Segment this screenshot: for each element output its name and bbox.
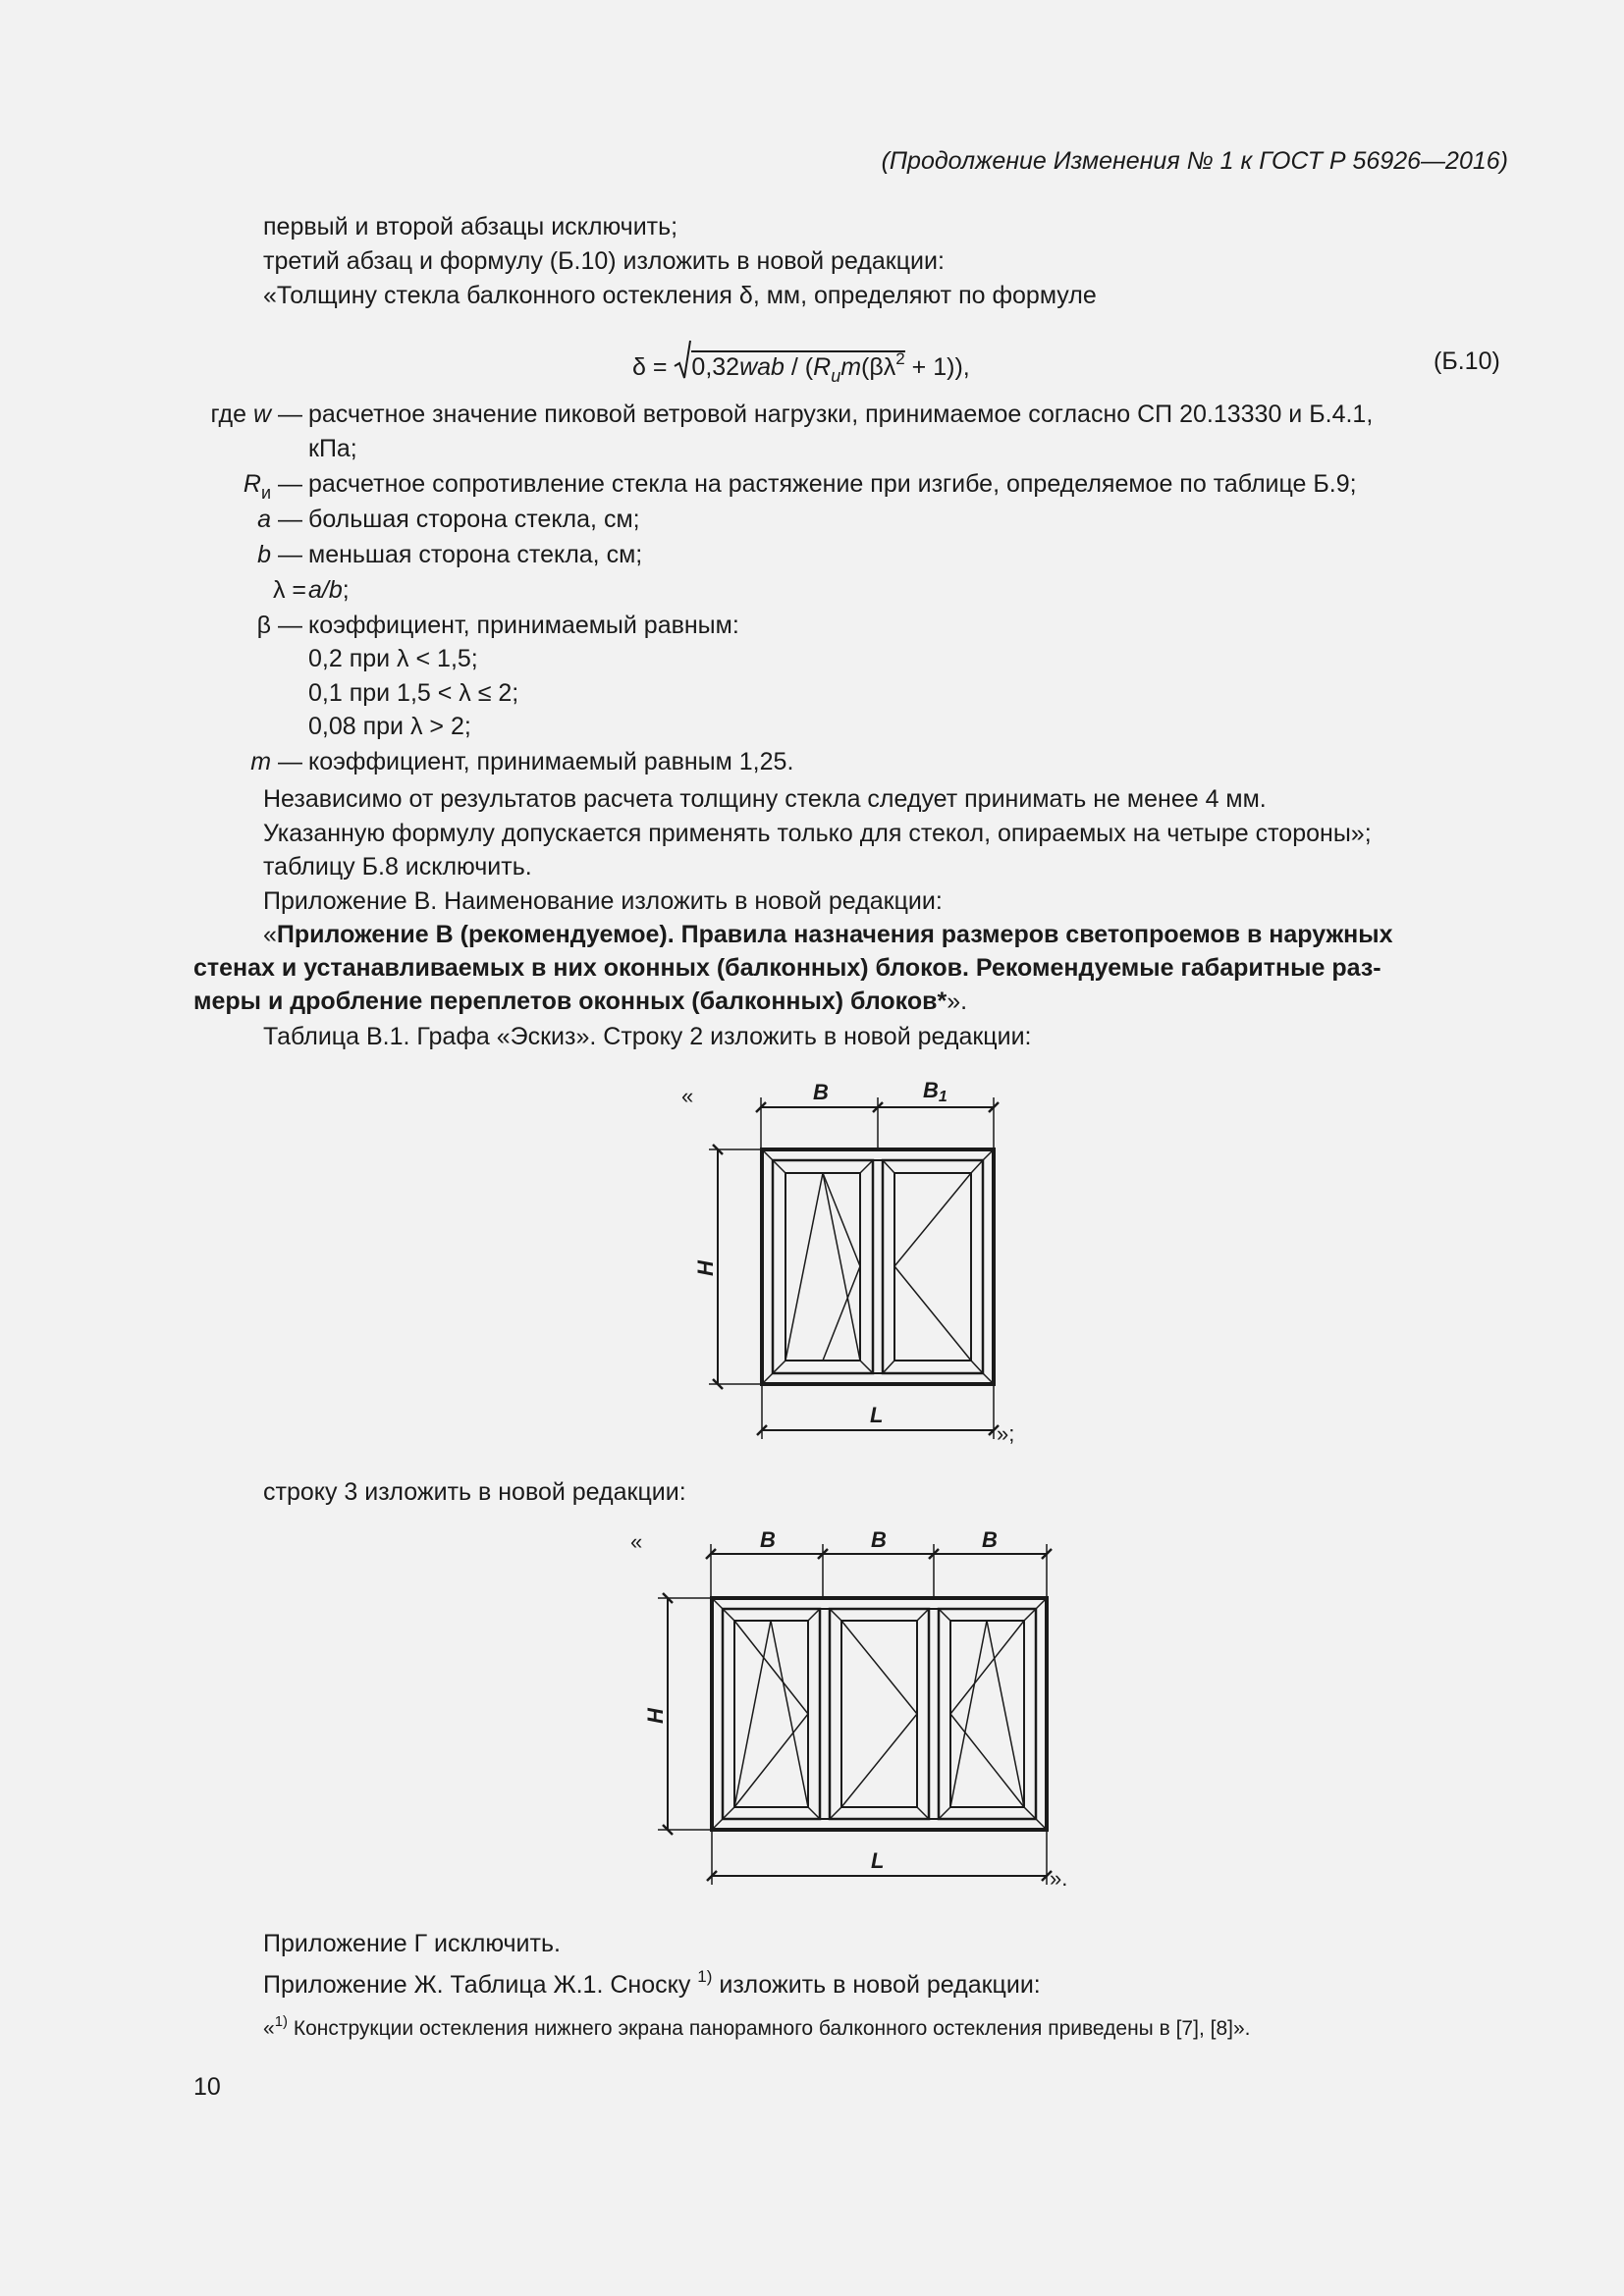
def-lambda-ratio: a/b <box>308 576 343 604</box>
def-r-dash: — <box>271 470 302 498</box>
fig1-label-b1 <box>923 1078 947 1105</box>
formula <box>632 343 970 393</box>
fig2-label-b-3: B <box>982 1527 998 1552</box>
fig2-label-b-1: B <box>760 1527 776 1552</box>
sqrt-sign-icon <box>674 337 691 380</box>
bold-open-quote: « <box>263 921 277 948</box>
def-lambda-sym: λ <box>272 576 286 604</box>
sash-3-miter-4 <box>1024 1807 1036 1819</box>
def-a-dash: — <box>271 506 302 533</box>
paragraph-11-start: Приложение Ж. Таблица Ж.1. Сноску <box>263 1971 698 1999</box>
bold-line-3 <box>193 985 967 1018</box>
def-m-sym: m <box>250 748 272 775</box>
sash-1-miter-3 <box>723 1807 734 1819</box>
def-beta-case-2: 0,1 при 1,5 < λ ≤ 2; <box>308 679 519 707</box>
running-header: (Продолжение Изменения № 1 к ГОСТ Р 56926—2016) <box>881 147 1508 175</box>
def-a-symbol <box>128 503 302 536</box>
right-sash-miter-1 <box>883 1160 894 1173</box>
paragraph-10: Приложение Г исключить. <box>263 1930 561 1957</box>
def-r-text: расчетное сопротивление стекла на растяжение при изгибе, определяемое по таблице Б.9; <box>308 470 1357 498</box>
sash-1-inner <box>734 1621 808 1807</box>
def-w-text2: кПа; <box>308 435 357 462</box>
def-lambda-semi: ; <box>342 576 350 604</box>
def-m-dash: — <box>271 748 302 775</box>
def-a-sym: a <box>257 506 272 533</box>
figure-window-2-sash <box>668 1070 1060 1463</box>
def-w-prefix: где <box>210 400 253 428</box>
paragraph-11 <box>263 1960 1041 2002</box>
def-beta-dash: — <box>271 612 302 639</box>
left-sash-outer <box>773 1160 873 1373</box>
sash-2-miter-4 <box>917 1807 929 1819</box>
right-sash-miter-3 <box>883 1361 894 1373</box>
fig1-label-h: H <box>693 1260 718 1276</box>
fig2-label-l: L <box>871 1848 885 1873</box>
page-number: 10 <box>193 2073 221 2101</box>
sash-1-miter-4 <box>808 1807 820 1819</box>
left-sash-miter-1 <box>773 1160 785 1173</box>
sash-3-inner <box>950 1621 1024 1807</box>
fig2-close-quote: ». <box>1050 1866 1068 1891</box>
sash-3-tilt-lines <box>950 1621 1024 1807</box>
fig1-close-quote: »; <box>997 1421 1015 1446</box>
formula-r: R <box>813 353 832 381</box>
def-beta-case-3: 0,08 при λ > 2; <box>308 713 471 740</box>
fig1-open-quote: « <box>681 1084 694 1108</box>
def-w-symbol <box>128 398 302 431</box>
paragraph-7: Приложение В. Наименование изложить в новой редакции: <box>263 887 943 915</box>
sqrt-symbol <box>674 343 691 376</box>
footnote-marker: 1) <box>274 2013 289 2030</box>
def-beta-case-1: 0,2 при λ < 1,5; <box>308 645 478 672</box>
def-m-symbol <box>128 745 302 778</box>
formula-tail: + 1)), <box>904 353 970 381</box>
mullion-1 <box>820 1609 830 1819</box>
sash-3-miter-2 <box>1024 1609 1036 1621</box>
def-a-text: большая сторона стекла, см; <box>308 506 640 533</box>
sash-3-miter-3 <box>939 1807 950 1819</box>
sash-3-turn-lines <box>950 1621 1024 1807</box>
def-r-sym: R <box>243 470 261 498</box>
def-r-sub: и <box>260 483 272 503</box>
paragraph-3: «Толщину стекла балконного остекления δ, мм, определяют по формуле <box>263 282 1097 309</box>
paragraph-5: Указанную формулу допускается применять только для стекол, опираемых на четыре стороны»; <box>263 820 1372 847</box>
fig1-label-b1-sub: 1 <box>938 1089 947 1105</box>
fig2-label-h: H <box>643 1708 668 1724</box>
fig2-open-quote: « <box>630 1529 643 1554</box>
sash-2-inner <box>841 1621 917 1807</box>
fig2-label-b-2: B <box>871 1527 887 1552</box>
paragraph-2: третий абзац и формулу (Б.10) изложить в новой редакции: <box>263 247 945 275</box>
sash-3-miter-1 <box>939 1609 950 1621</box>
sash-2-outer <box>830 1609 929 1819</box>
left-sash-miter-2 <box>860 1160 873 1173</box>
def-beta-sym: β <box>256 612 272 639</box>
sash-2-miter-2 <box>917 1609 929 1621</box>
footnote-text <box>263 2005 1250 2046</box>
def-b-text: меньшая сторона стекла, см; <box>308 541 643 568</box>
frame-outer <box>762 1149 994 1384</box>
sash-1-turn-lines <box>734 1621 808 1807</box>
sash-1-outer <box>723 1609 820 1819</box>
right-sash-turn-lines <box>894 1173 971 1361</box>
figure-window-3-sash <box>619 1522 1080 1895</box>
fig1-label-b: B <box>813 1080 829 1104</box>
formula-div: / ( <box>784 353 814 381</box>
def-b-dash: — <box>271 541 302 568</box>
def-beta-text: коэффициент, принимаемый равным: <box>308 612 739 639</box>
paragraph-11-footnote-ref: 1) <box>697 1967 713 1986</box>
fig1-label-b1-main: B <box>923 1078 939 1102</box>
sash-2-miter-3 <box>830 1807 841 1819</box>
sash-1-tilt-lines <box>734 1621 808 1807</box>
def-lambda-text <box>308 573 350 607</box>
paragraph-1: первый и второй абзацы исключить; <box>263 213 678 240</box>
left-sash-tilt-lines <box>785 1173 860 1361</box>
mullion <box>873 1160 883 1373</box>
bold-text-3: меры и дробление переплетов оконных (балконных) блоков* <box>193 988 947 1015</box>
def-lambda-symbol <box>128 573 306 607</box>
left-sash-miter-3 <box>773 1361 785 1373</box>
sash-2-turn-lines <box>841 1621 917 1807</box>
formula-coef: 0,32 <box>691 353 740 381</box>
fig1-label-l: L <box>870 1403 884 1427</box>
paragraph-8: Таблица В.1. Графа «Эскиз». Строку 2 изложить в новой редакции: <box>263 1023 1032 1050</box>
def-m-text: коэффициент, принимаемый равным 1,25. <box>308 748 794 775</box>
formula-radicand <box>691 349 905 386</box>
sash-1-miter-2 <box>808 1609 820 1621</box>
paragraph-11-end: изложить в новой редакции: <box>712 1971 1041 1999</box>
def-w-text: расчетное значение пиковой ветровой нагрузки, принимаемое согласно СП 20.13330 и Б.4.1, <box>308 400 1374 428</box>
bold-line-2: стенах и устанавливаемых в них оконных (балконных) блоков. Рекомендуемые габаритные раз- <box>193 954 1381 982</box>
right-sash-inner <box>894 1173 971 1361</box>
frame-inner <box>723 1609 1036 1819</box>
paragraph-6: таблицу Б.8 исключить. <box>263 853 532 881</box>
sash-3-outer <box>939 1609 1036 1819</box>
bold-line-1 <box>263 918 1393 951</box>
formula-wab: wab <box>739 353 785 381</box>
formula-m: m <box>840 353 862 381</box>
right-sash-miter-2 <box>971 1160 983 1173</box>
formula-r-sub: и <box>831 366 841 386</box>
paragraph-9: строку 3 изложить в новой редакции: <box>263 1478 686 1506</box>
formula-beta-lambda: (βλ <box>861 353 896 381</box>
right-sash-outer <box>883 1160 983 1373</box>
def-beta-symbol <box>128 609 302 642</box>
left-sash-inner <box>785 1173 860 1361</box>
footnote-open-quote: « <box>263 2017 275 2040</box>
frame-outer <box>712 1598 1047 1830</box>
def-b-symbol <box>128 538 302 571</box>
bold-close-quote: ». <box>947 988 968 1015</box>
formula-exponent: 2 <box>895 349 905 368</box>
def-b-sym: b <box>257 541 272 568</box>
left-sash-miter-4 <box>860 1361 873 1373</box>
bold-text-1: Приложение В (рекомендуемое). Правила назначения размеров светопроемов в наружных <box>276 921 1393 948</box>
mullion-2 <box>929 1609 939 1819</box>
paragraph-4: Независимо от результатов расчета толщину стекла следует принимать не менее 4 мм. <box>263 785 1267 813</box>
def-w-dash: — <box>271 400 302 428</box>
formula-lhs: δ = <box>632 353 668 381</box>
formula-number: (Б.10) <box>1434 347 1500 375</box>
right-sash-miter-4 <box>971 1361 983 1373</box>
sash-1-miter-1 <box>723 1609 734 1621</box>
def-lambda-eq: = <box>285 576 306 604</box>
sash-2-miter-1 <box>830 1609 841 1621</box>
def-w-sym: w <box>252 400 272 428</box>
footnote-body: Конструкции остекления нижнего экрана панорамного балконного остекления приведены в [7], [8]». <box>288 2017 1251 2040</box>
